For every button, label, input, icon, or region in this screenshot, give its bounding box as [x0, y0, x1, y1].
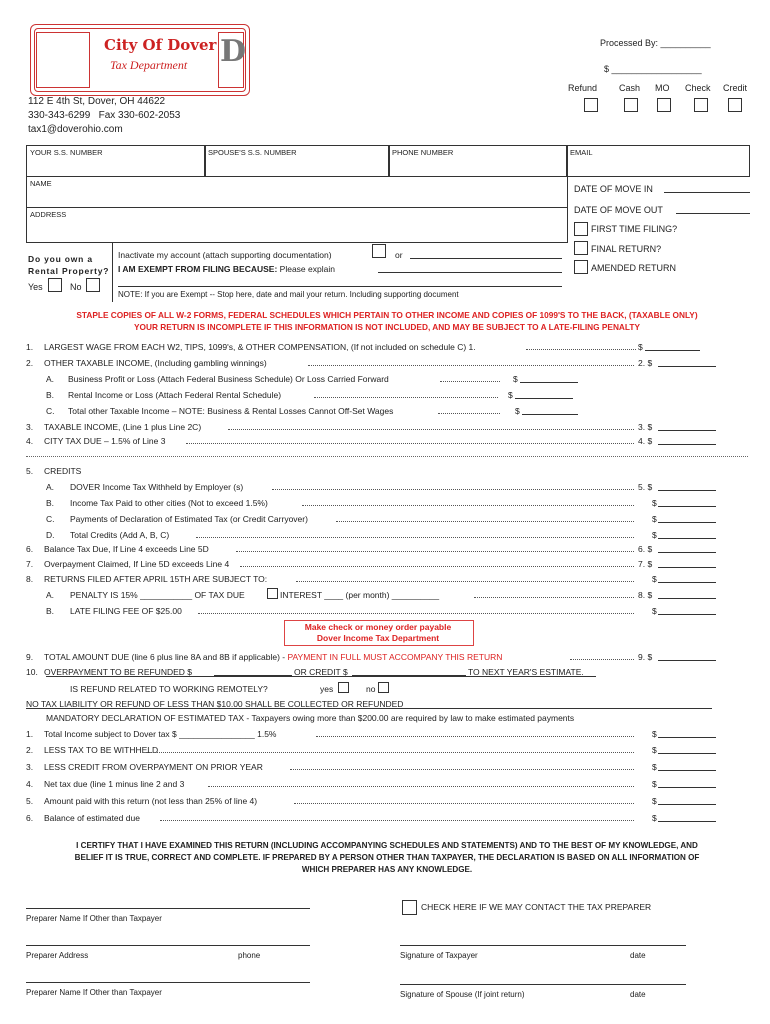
- date-move-out-label: DATE OF MOVE OUT: [574, 205, 663, 215]
- address-field[interactable]: ADDRESS: [26, 207, 568, 243]
- line-2: 2. OTHER TAXABLE INCOME, (Including gambling winnings): [26, 358, 267, 368]
- rental-question-1: Do you own a: [28, 254, 93, 264]
- line-5a-number: 5. $: [638, 482, 653, 492]
- refund-checkbox[interactable]: [584, 98, 598, 112]
- line-8b-dots: [198, 613, 634, 614]
- line-5c-dots: [336, 521, 634, 522]
- line-2c-amount[interactable]: [522, 414, 578, 415]
- est-line-2-amount[interactable]: [658, 753, 716, 754]
- line-7-amount[interactable]: [658, 567, 716, 568]
- est-line-6: 6. Balance of estimated due: [26, 813, 140, 823]
- city-name: City Of Dover: [104, 36, 217, 54]
- line-2-dots: [308, 365, 634, 366]
- est-line-6-dots: [160, 820, 634, 821]
- line-8a: A. PENALTY IS 15% ___________ OF TAX DUE: [46, 590, 245, 600]
- line-8b: B. LATE FILING FEE OF $25.00: [46, 606, 182, 616]
- preparer-phone-label: phone: [238, 951, 261, 960]
- est-line-5-amount[interactable]: [658, 804, 716, 805]
- city-seal-glyph: D: [220, 34, 247, 69]
- payment-type-check: Check: [685, 83, 711, 93]
- amended-return-checkbox[interactable]: [574, 260, 588, 274]
- ss-number-field[interactable]: YOUR S.S. NUMBER: [26, 145, 206, 177]
- name-field[interactable]: NAME: [26, 176, 568, 208]
- est-line-4-amount[interactable]: [658, 787, 716, 788]
- taxpayer-date-label: date: [630, 951, 646, 960]
- preparer-name-line[interactable]: [26, 908, 310, 909]
- line-2a-dots: [440, 381, 500, 382]
- line-5c-dollar: $: [652, 514, 657, 524]
- line-5a-amount[interactable]: [658, 490, 716, 491]
- line-2b-dollar: $: [508, 390, 513, 400]
- line-2b-dots: [314, 397, 498, 398]
- date-move-out-input[interactable]: [676, 213, 750, 214]
- spouse-signature-line[interactable]: [400, 984, 686, 985]
- remote-question: IS REFUND RELATED TO WORKING REMOTELY?: [70, 684, 268, 694]
- department-name: Tax Department: [110, 58, 188, 72]
- remote-no-checkbox[interactable]: [378, 682, 389, 693]
- contact-preparer-label: CHECK HERE IF WE MAY CONTACT THE TAX PREPARER: [421, 902, 652, 912]
- line-1-amount[interactable]: [645, 350, 700, 351]
- address-text: 112 E 4th St, Dover, OH 44622: [28, 96, 166, 107]
- staple-notice-1: STAPLE COPIES OF ALL W-2 FORMS, FEDERAL SCHEDULES WHICH PERTAIN TO OTHER INCOME AND COPIES OF 1099'S TO THE BACK, (TAXABLE ONLY): [76, 310, 698, 320]
- rental-divider: [112, 242, 113, 302]
- logo-box-left: [36, 32, 90, 88]
- line-2a: A. Business Profit or Loss (Attach Federal Business Schedule) Or Loss Carried Forward: [46, 374, 389, 384]
- line-9: 9. TOTAL AMOUNT DUE (line 6 plus line 8A and 8B if applicable) - PAYMENT IN FULL MUST ACCOMPANY THIS RETURN: [26, 652, 503, 662]
- certify-line-2: BELIEF IT IS TRUE, CORRECT AND COMPLETE. IF PREPARED BY A PERSON OTHER THAN TAXPAYER, THE DECLARATION IS BASED ON ALL INFORMATION OF: [74, 853, 700, 862]
- payable-line-1: Make check or money order payable: [304, 622, 452, 632]
- first-time-label: FIRST TIME FILING?: [591, 224, 678, 234]
- line-4: 4. CITY TAX DUE – 1.5% of Line 3: [26, 436, 166, 446]
- line-5a-dots: [272, 489, 634, 490]
- line-5b-dots: [302, 505, 634, 506]
- line-5b-amount[interactable]: [658, 506, 716, 507]
- certify-line-1: I CERTIFY THAT I HAVE EXAMINED THIS RETURN (INCLUDING ACCOMPANYING SCHEDULES AND STATEMENTS) AND TO THE BEST OF MY KNOWLEDGE, AND: [76, 841, 698, 850]
- line-2b: B. Rental Income or Loss (Attach Federal Rental Schedule): [46, 390, 282, 400]
- line-8a-amount[interactable]: [658, 598, 716, 599]
- line-9-number: 9. $: [638, 652, 653, 662]
- inactivate-label: Inactivate my account (attach supporting documentation): [118, 250, 332, 260]
- line-5d-amount[interactable]: [658, 538, 716, 539]
- line-6-number: 6. $: [638, 544, 653, 554]
- est-line-3-dollar: $: [652, 762, 657, 772]
- line-2a-amount[interactable]: [520, 382, 578, 383]
- staple-notice-2: YOUR RETURN IS INCOMPLETE IF THIS INFORMATION IS NOT INCLUDED, AND MAY BE SUBJECT TO A LATE-FILING PENALTY: [134, 322, 640, 332]
- payment-type-cash: Cash: [619, 83, 641, 93]
- est-line-3-dots: [290, 769, 634, 770]
- line-1: 1. LARGEST WAGE FROM EACH W2, TIPS, 1099's, & OTHER COMPENSATION, (If not included on schedule C) 1.: [26, 342, 476, 352]
- est-line-1-dollar: $: [652, 729, 657, 739]
- line-3-dots: [228, 429, 634, 430]
- line-9-dots: [570, 659, 634, 660]
- est-line-1-dots: [316, 736, 634, 737]
- line-8-dollar: $: [652, 574, 657, 584]
- preparer-name-label: Preparer Name If Other than Taxpayer: [26, 914, 162, 923]
- est-line-2-dollar: $: [652, 745, 657, 755]
- first-time-checkbox[interactable]: [574, 222, 588, 236]
- mandatory-declaration: MANDATORY DECLARATION OF ESTIMATED TAX - Taxpayers owing more than $200.00 are required by law to make estimated payments: [46, 713, 575, 723]
- line-1-dollar: $: [638, 342, 643, 352]
- line-1-dots: [526, 349, 636, 350]
- line-5c-amount[interactable]: [658, 522, 716, 523]
- no-tax-liability: NO TAX LIABILITY OR REFUND OF LESS THAN $10.00 SHALL BE COLLECTED OR REFUNDED: [26, 699, 404, 709]
- line-2c: C. Total other Taxable Income – NOTE: Business & Rental Losses Cannot Off-Set Wages: [46, 406, 394, 416]
- final-return-checkbox[interactable]: [574, 241, 588, 255]
- line-7-number: 7. $: [638, 559, 653, 569]
- line-5d-dots: [196, 537, 634, 538]
- check-checkbox[interactable]: [694, 98, 708, 112]
- rental-yes-label: Yes: [28, 282, 43, 292]
- line-10-credit: OR CREDIT $: [294, 667, 348, 677]
- line-8b-dollar: $: [652, 606, 657, 616]
- rental-no-label: No: [70, 282, 82, 292]
- est-line-1-amount[interactable]: [658, 737, 716, 738]
- line-2c-dots: [438, 413, 500, 414]
- est-line-5-dollar: $: [652, 796, 657, 806]
- remote-yes-checkbox[interactable]: [338, 682, 349, 693]
- line-2-amount[interactable]: [658, 366, 716, 367]
- preparer-name-label-2: Preparer Name If Other than Taxpayer: [26, 988, 162, 997]
- payment-type-credit: Credit: [723, 83, 748, 93]
- mo-checkbox[interactable]: [657, 98, 671, 112]
- no-liability-underline: [26, 708, 712, 709]
- est-line-1: 1. Total Income subject to Dover tax $ ________________ 1.5%: [26, 729, 277, 739]
- est-line-4-dollar: $: [652, 779, 657, 789]
- line-10-estimate: TO NEXT YEAR'S ESTIMATE.: [468, 667, 584, 677]
- line-5d-dollar: $: [652, 530, 657, 540]
- line-10: 10. OVERPAYMENT TO BE REFUNDED $: [26, 667, 192, 677]
- line-7-dots: [240, 566, 634, 567]
- email-field[interactable]: EMAIL: [566, 145, 750, 177]
- est-line-2-dots: [146, 752, 634, 753]
- est-line-4-dots: [208, 786, 634, 787]
- phone-number-field[interactable]: PHONE NUMBER: [388, 145, 568, 177]
- spouse-date-label: date: [630, 990, 646, 999]
- exempt-label: I AM EXEMPT FROM FILING BECAUSE: Please explain: [118, 264, 335, 274]
- line-2-number: 2. $: [638, 358, 653, 368]
- taxpayer-signature-label: Signature of Taxpayer: [400, 951, 478, 960]
- rental-question-2: Rental Property?: [28, 266, 110, 276]
- line-5b-dollar: $: [652, 498, 657, 508]
- preparer-name-line-2[interactable]: [26, 982, 310, 983]
- line-5a: A. DOVER Income Tax Withheld by Employer (s): [46, 482, 244, 492]
- est-line-5-dots: [294, 803, 634, 804]
- line-8a-interest: INTEREST ____ (per month) __________: [280, 590, 440, 600]
- line-6: 6. Balance Tax Due, If Line 4 exceeds Line 5D: [26, 544, 209, 554]
- payment-type-refund: Refund: [568, 83, 598, 93]
- line-4-dots: [186, 443, 634, 444]
- est-line-6-amount[interactable]: [658, 821, 716, 822]
- line-6-dots: [236, 551, 634, 552]
- final-return-label: FINAL RETURN?: [591, 244, 662, 254]
- remote-no-label: no: [366, 684, 376, 694]
- exempt-note: NOTE: If you are Exempt -- Stop here, date and mail your return. Including supporting document: [118, 290, 459, 299]
- line-8: 8. RETURNS FILED AFTER APRIL 15TH ARE SUBJECT TO:: [26, 574, 268, 584]
- line-10-underline: [46, 676, 596, 677]
- exempt-explain-line[interactable]: [378, 272, 562, 273]
- date-move-in-label: DATE OF MOVE IN: [574, 184, 653, 194]
- cash-checkbox[interactable]: [624, 98, 638, 112]
- preparer-address-line[interactable]: [26, 945, 310, 946]
- rental-yes-checkbox[interactable]: [48, 278, 62, 292]
- line-5b: B. Income Tax Paid to other cities (Not to exceed 1.5%): [46, 498, 268, 508]
- contact-preparer-checkbox[interactable]: [402, 900, 417, 915]
- taxpayer-signature-line[interactable]: [400, 945, 686, 946]
- line-4-number: 4. $: [638, 436, 653, 446]
- line-7: 7. Overpayment Claimed, If Line 5D exceeds Line 4: [26, 559, 230, 569]
- est-line-3-amount[interactable]: [658, 770, 716, 771]
- certify-line-3: WHICH PREPARER HAS ANY KNOWLEDGE.: [301, 865, 473, 874]
- line-8-amount[interactable]: [658, 582, 716, 583]
- line-4-amount[interactable]: [658, 444, 716, 445]
- est-line-2: 2. LESS TAX TO BE WITHHELD: [26, 745, 159, 755]
- line-5: 5. CREDITS: [26, 466, 82, 476]
- est-line-5: 5. Amount paid with this return (not less than 25% of line 4): [26, 796, 258, 806]
- line-2c-dollar: $: [515, 406, 520, 416]
- remote-yes-label: yes: [320, 684, 334, 694]
- line-5d: D. Total Credits (Add A, B, C): [46, 530, 170, 540]
- credit-checkbox[interactable]: [728, 98, 742, 112]
- payable-line-2: Dover Income Tax Department: [316, 633, 440, 643]
- est-line-3: 3. LESS CREDIT FROM OVERPAYMENT ON PRIOR YEAR: [26, 762, 263, 772]
- spouse-ss-field[interactable]: SPOUSE'S S.S. NUMBER: [204, 145, 390, 177]
- est-line-6-dollar: $: [652, 813, 657, 823]
- section-divider: [26, 456, 748, 457]
- line-9-amount[interactable]: [658, 660, 716, 661]
- line-3-number: 3. $: [638, 422, 653, 432]
- rental-no-checkbox[interactable]: [86, 278, 100, 292]
- preparer-address-label: Preparer Address: [26, 951, 89, 960]
- date-move-in-input[interactable]: [664, 192, 750, 193]
- est-line-4: 4. Net tax due (line 1 minus line 2 and 3: [26, 779, 185, 789]
- line-8b-amount[interactable]: [658, 614, 716, 615]
- line-8a-number: 8. $: [638, 590, 653, 600]
- line-8-dots: [296, 581, 634, 582]
- phone-fax-text: 330-343-6299 Fax 330-602-2053: [28, 110, 181, 121]
- line-3: 3. TAXABLE INCOME, (Line 1 plus Line 2C): [26, 422, 202, 432]
- exempt-explain-line-2[interactable]: [118, 286, 562, 287]
- inactivate-line[interactable]: [410, 258, 562, 259]
- email-text: tax1@doverohio.com: [28, 124, 123, 135]
- line-6-amount[interactable]: [658, 552, 716, 553]
- inactivate-checkbox[interactable]: [372, 244, 386, 258]
- line-5c: C. Payments of Declaration of Estimated Tax (or Credit Carryover): [46, 514, 308, 524]
- spouse-signature-label: Signature of Spouse (If joint return): [400, 990, 525, 999]
- line-8a-dots: [474, 597, 634, 598]
- or-label: or: [395, 250, 403, 260]
- office-dollar: $ __________________: [604, 64, 702, 74]
- payment-type-mo: MO: [655, 83, 670, 93]
- line-3-amount[interactable]: [658, 430, 716, 431]
- amended-return-label: AMENDED RETURN: [591, 263, 677, 273]
- processed-by: Processed By: __________: [600, 38, 711, 48]
- penalty-checkbox[interactable]: [267, 588, 278, 599]
- line-2a-dollar: $: [513, 374, 518, 384]
- line-2b-amount[interactable]: [515, 398, 573, 399]
